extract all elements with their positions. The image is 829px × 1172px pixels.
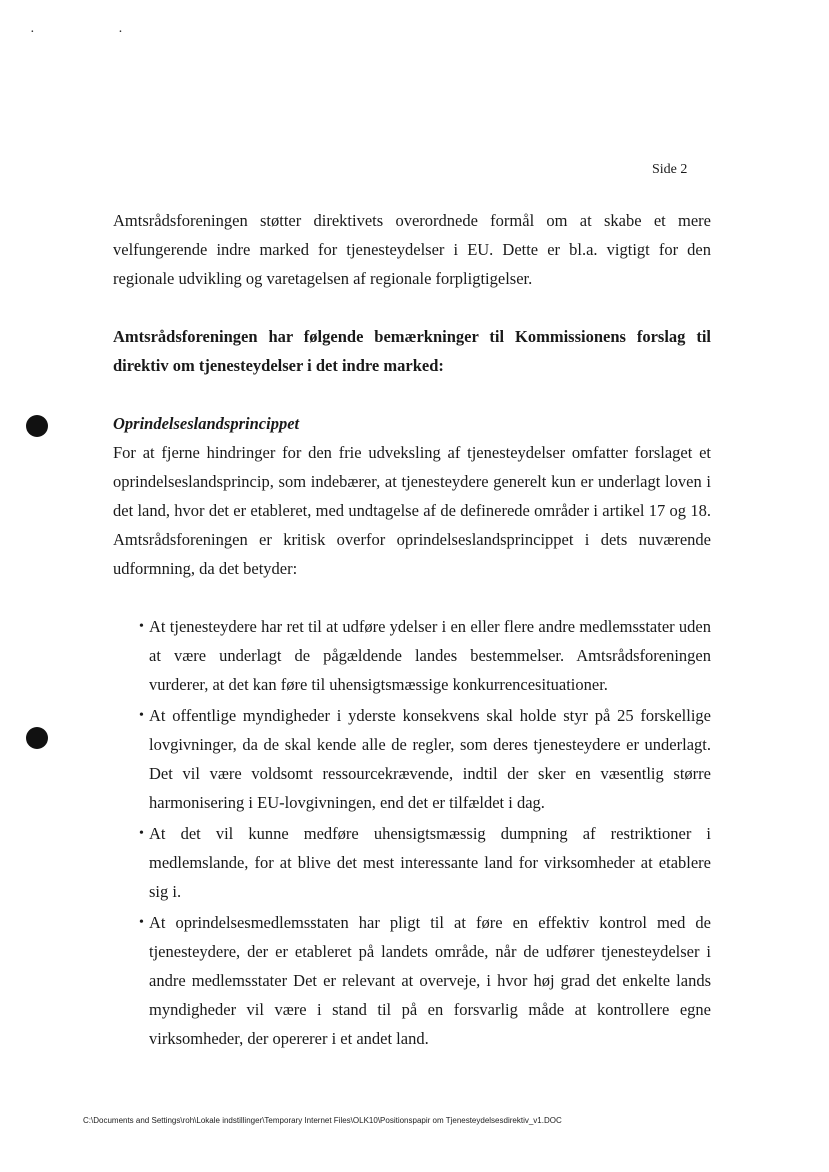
list-item — [113, 701, 711, 817]
footer-file-path: C:\Documents and Settings\roh\Lokale indstillinger\Temporary Internet Files\OLK10\Positionspapir om Tjenesteydelsesdirektiv_v1.DOC — [83, 1116, 562, 1125]
bullet-icon: • — [139, 826, 144, 841]
section-intro: For at fjerne hindringer for den frie udveksling af tjenesteydelser omfatter forslaget et oprindelseslandsprincip, som indebærer, at tjenesteydere generelt kun er underlagt loven i det land, hvor det er etableret, med undtagelse af de definerede områder i artikel 17 og 18. Amtsrådsforeningen er kritisk overfor oprindelseslandsprincippet i dets nuværende udformning, da det betyder: — [113, 443, 711, 578]
list-item — [113, 908, 711, 1053]
bullet-list — [113, 612, 711, 1053]
page-number: Side 2 — [652, 162, 688, 177]
list-item-text: At oprindelsesmedlemsstaten har pligt til at føre en effektiv kontrol med de tjenesteydere, der er etableret på landets område, når de udfører tjenesteydelser i andre medlemsstater Det er relevant at overveje, i hvor høj grad det enkelte lands myndigheder vil være i stand til på en forsvarlig måde at kontrollere egne virksomheder, der opererer i et andet land. — [149, 913, 711, 1048]
document-body — [113, 206, 711, 1055]
section-title: Oprindelseslandsprincippet — [113, 414, 300, 433]
list-item-text: At offentlige myndigheder i yderste konsekvens skal holde styr på 25 forskellige lovgivninger, da de skal kende alle de regler, som deres tjenesteydere er underlagt. Det vil være voldsomt ressourcekrævende, indtil der sker en væsentlig større harmonisering i EU-lovgivningen, end det er tilfældet i dag. — [149, 706, 711, 812]
bullet-icon: • — [139, 619, 144, 634]
list-item-text: At det vil kunne medføre uhensigtsmæssig dumpning af restriktioner i medlemslande, for at blive det mest interessante land for virksomheder at etablere sig i. — [149, 824, 711, 901]
scan-marks: · · — [30, 25, 163, 40]
punch-hole — [26, 727, 48, 749]
list-item — [113, 819, 711, 906]
punch-hole — [26, 415, 48, 437]
list-item-text: At tjenesteydere har ret til at udføre ydelser i en eller flere andre medlemsstater uden at være underlagt de pågældende landes bestemmelser. Amtsrådsforeningen vurderer, at det kan føre til uhensigtsmæssige konkurrencesituationer. — [149, 617, 711, 694]
list-item — [113, 612, 711, 699]
bullet-icon: • — [139, 915, 144, 930]
bullet-icon: • — [139, 708, 144, 723]
section-heading: Amtsrådsforeningen har følgende bemærkninger til Kommissionens forslag til direktiv om tjenesteydelser i det indre marked: — [113, 327, 711, 375]
intro-paragraph: Amtsrådsforeningen støtter direktivets overordnede formål om at skabe et mere velfungerende indre marked for tjenesteydelser i EU. Dette er bl.a. vigtigt for den regionale udvikling og varetagelsen af regionale forpligtigelser. — [113, 211, 711, 288]
